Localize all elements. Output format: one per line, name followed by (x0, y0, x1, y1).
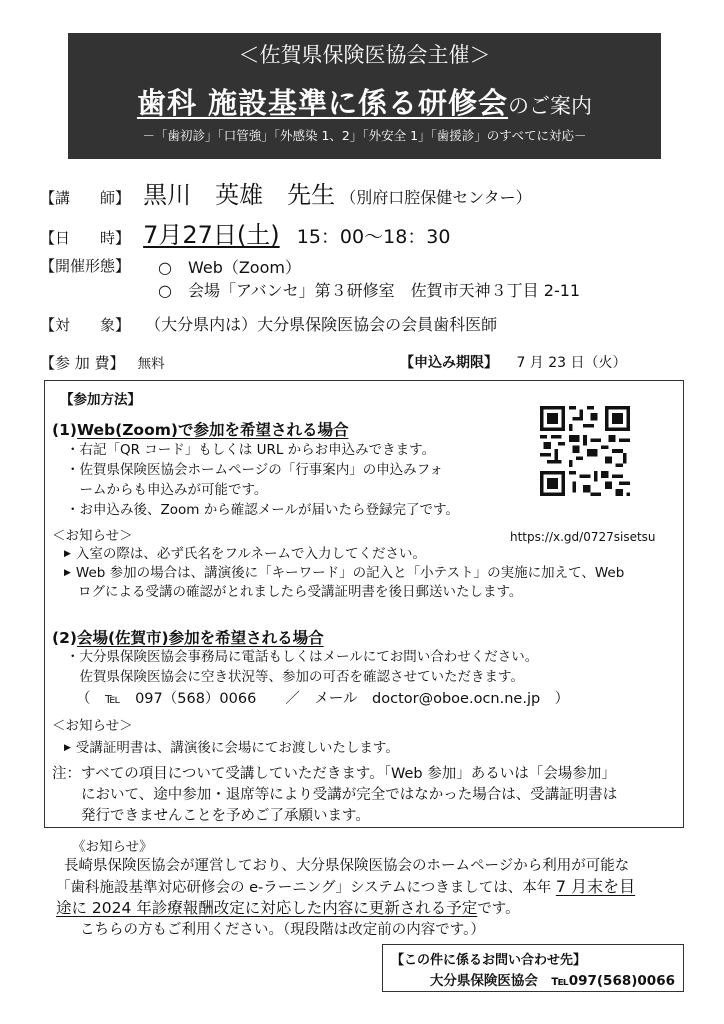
venue-section-text: 会場(佐賀市)参加を希望される場合 (76, 629, 324, 647)
footer-line: 長崎県保険医協会が運営しており、大分県保険医協会のホームページから利用が可能な (64, 858, 630, 874)
event-title-suffix: のご案内 (508, 94, 593, 118)
footer-highlight: 途に 2024 年診療報酬改定に対応した内容に更新される予定 (56, 899, 478, 917)
format-option-web: ○ Web（Zoom） (158, 258, 301, 277)
notice-text: 受講証明書は、講演後に会場にてお渡しいたします。 (75, 740, 399, 756)
footer-text: です。 (477, 901, 520, 917)
triangle-bullet-icon: ▶ (64, 743, 71, 753)
venue-notice-heading: ＜お知らせ＞ (52, 718, 133, 734)
contact-box (382, 944, 684, 992)
web-section-prefix: (1) (52, 421, 77, 439)
notice-text: ログによる受講の確認がとれましたら受講証明書を後日郵送いたします。 (78, 584, 523, 600)
footer-line (56, 877, 635, 899)
notice-text: Web 参加の場合は、講演後に「キーワード」の記入と「小テスト」の実施に加えて、Web (75, 565, 625, 581)
note-line: において、途中参加・退席等により受講が完全ではなかった場合は、受講証明書は (52, 787, 618, 803)
organizer-line: ＜佐賀県保険医協会主催＞ (238, 43, 491, 67)
lecturer-row (40, 175, 532, 210)
lecturer-name: 黒川 英雄 先生 (143, 181, 336, 209)
qr-code-icon (540, 406, 630, 496)
notice-text: 入室の際は、必ず氏名をフルネームで入力してください。 (75, 546, 426, 562)
deadline-value: 7 月 23 日（火） (516, 355, 627, 371)
web-section-text: Web(Zoom)で参加を希望される場合 (76, 421, 349, 439)
event-time: 15：00～18：30 (296, 226, 451, 248)
venue-section-title (52, 626, 324, 648)
list-item (64, 583, 624, 602)
web-notices (64, 545, 624, 602)
registration-url[interactable]: https://x.gd/0727sisetsu (510, 530, 656, 544)
format-label: 【開催形態】 (40, 257, 131, 275)
header-banner (68, 33, 661, 159)
footer-heading: 《お知らせ》 (72, 839, 153, 855)
target-label: 【対 象】 (40, 316, 131, 334)
note-line: 発行できませんことを予めご了承願います。 (52, 808, 370, 824)
footer-highlight: 7 月末を目 (555, 876, 636, 896)
footer-body (56, 856, 635, 940)
list-item: ・大分県保険医協会事務局に電話もしくはメールにてお問い合わせください。 (66, 649, 539, 665)
triangle-bullet-icon: ▶ (64, 549, 71, 559)
format-option-venue: ○ 会場「アバンセ」第３研修室 佐賀市天神３丁目 2-11 (158, 281, 581, 300)
contact-heading: 【この件に係るお問い合わせ先】 (391, 953, 587, 968)
list-item: ・お申込み後、Zoom から確認メールが届いたら登録完了です。 (66, 502, 459, 518)
deadline-label: 【申込み期限】 (400, 355, 498, 371)
footer-text: 「歯科施設基準対応研修会の e-ラーニング」システムにつきましては、本年 (56, 879, 556, 896)
qr-code-container[interactable] (540, 406, 630, 510)
lecturer-affiliation: （別府口腔保健センター） (340, 188, 532, 207)
deadline-row (400, 352, 627, 372)
datetime-row (40, 215, 450, 250)
method-heading: 【参加方法】 (60, 392, 141, 408)
list-item: 佐賀県保険医協会に空き状況等、参加の可否を確認させていただきます。 (66, 669, 524, 685)
fee-value: 無料 (137, 356, 165, 372)
datetime-label: 【日 時】 (40, 229, 131, 247)
lecturer-label: 【講 師】 (40, 189, 131, 207)
footer-line (56, 898, 635, 920)
fee-row (40, 352, 165, 373)
fee-label: 【参 加 費】 (40, 354, 125, 372)
target-row (40, 312, 497, 335)
venue-instructions (66, 647, 569, 709)
contact-line: （ ℡ 097（568）0066 ／ メール doctor@oboe.ocn.ne.jp ） (76, 691, 570, 707)
event-date: 7月27日(土) (143, 221, 280, 249)
triangle-bullet-icon: ▶ (64, 568, 71, 578)
web-instructions (66, 440, 459, 520)
venue-notice (64, 736, 399, 756)
event-title (68, 81, 661, 122)
venue-section-prefix: (2) (52, 629, 77, 647)
list-item: ・右記「QR コード」もしくは URL からお申込みできます。 (66, 442, 436, 458)
event-subtitle: －「歯初診」「口管強」「外感染 1、2」「外安全 1」「歯援診」のすべてに対応－ (142, 128, 587, 143)
list-item: ームからも申込みが可能です。 (66, 482, 268, 498)
list-item: ・佐賀県保険医協会ホームページの「行事案内」の申込みフォ (66, 462, 444, 478)
event-title-main: 歯科 施設基準に係る研修会 (136, 86, 509, 120)
contact-org: 大分県保険医協会 ℡097(568)0066 (429, 973, 675, 989)
target-value: （大分県内は）大分県保険医協会の会員歯科医師 (145, 315, 498, 334)
note-line: 注：すべての項目について受講していただきます。「Web 参加」あるいは「会場参加」 (52, 766, 616, 782)
web-notice-heading: ＜お知らせ＞ (52, 528, 133, 544)
list-item (64, 545, 624, 564)
footer-line: こちらの方もご利用ください。（現段階は改定前の内容です。） (80, 921, 485, 938)
list-item (64, 564, 624, 583)
web-section-title (52, 418, 348, 440)
attendance-note (52, 764, 617, 827)
